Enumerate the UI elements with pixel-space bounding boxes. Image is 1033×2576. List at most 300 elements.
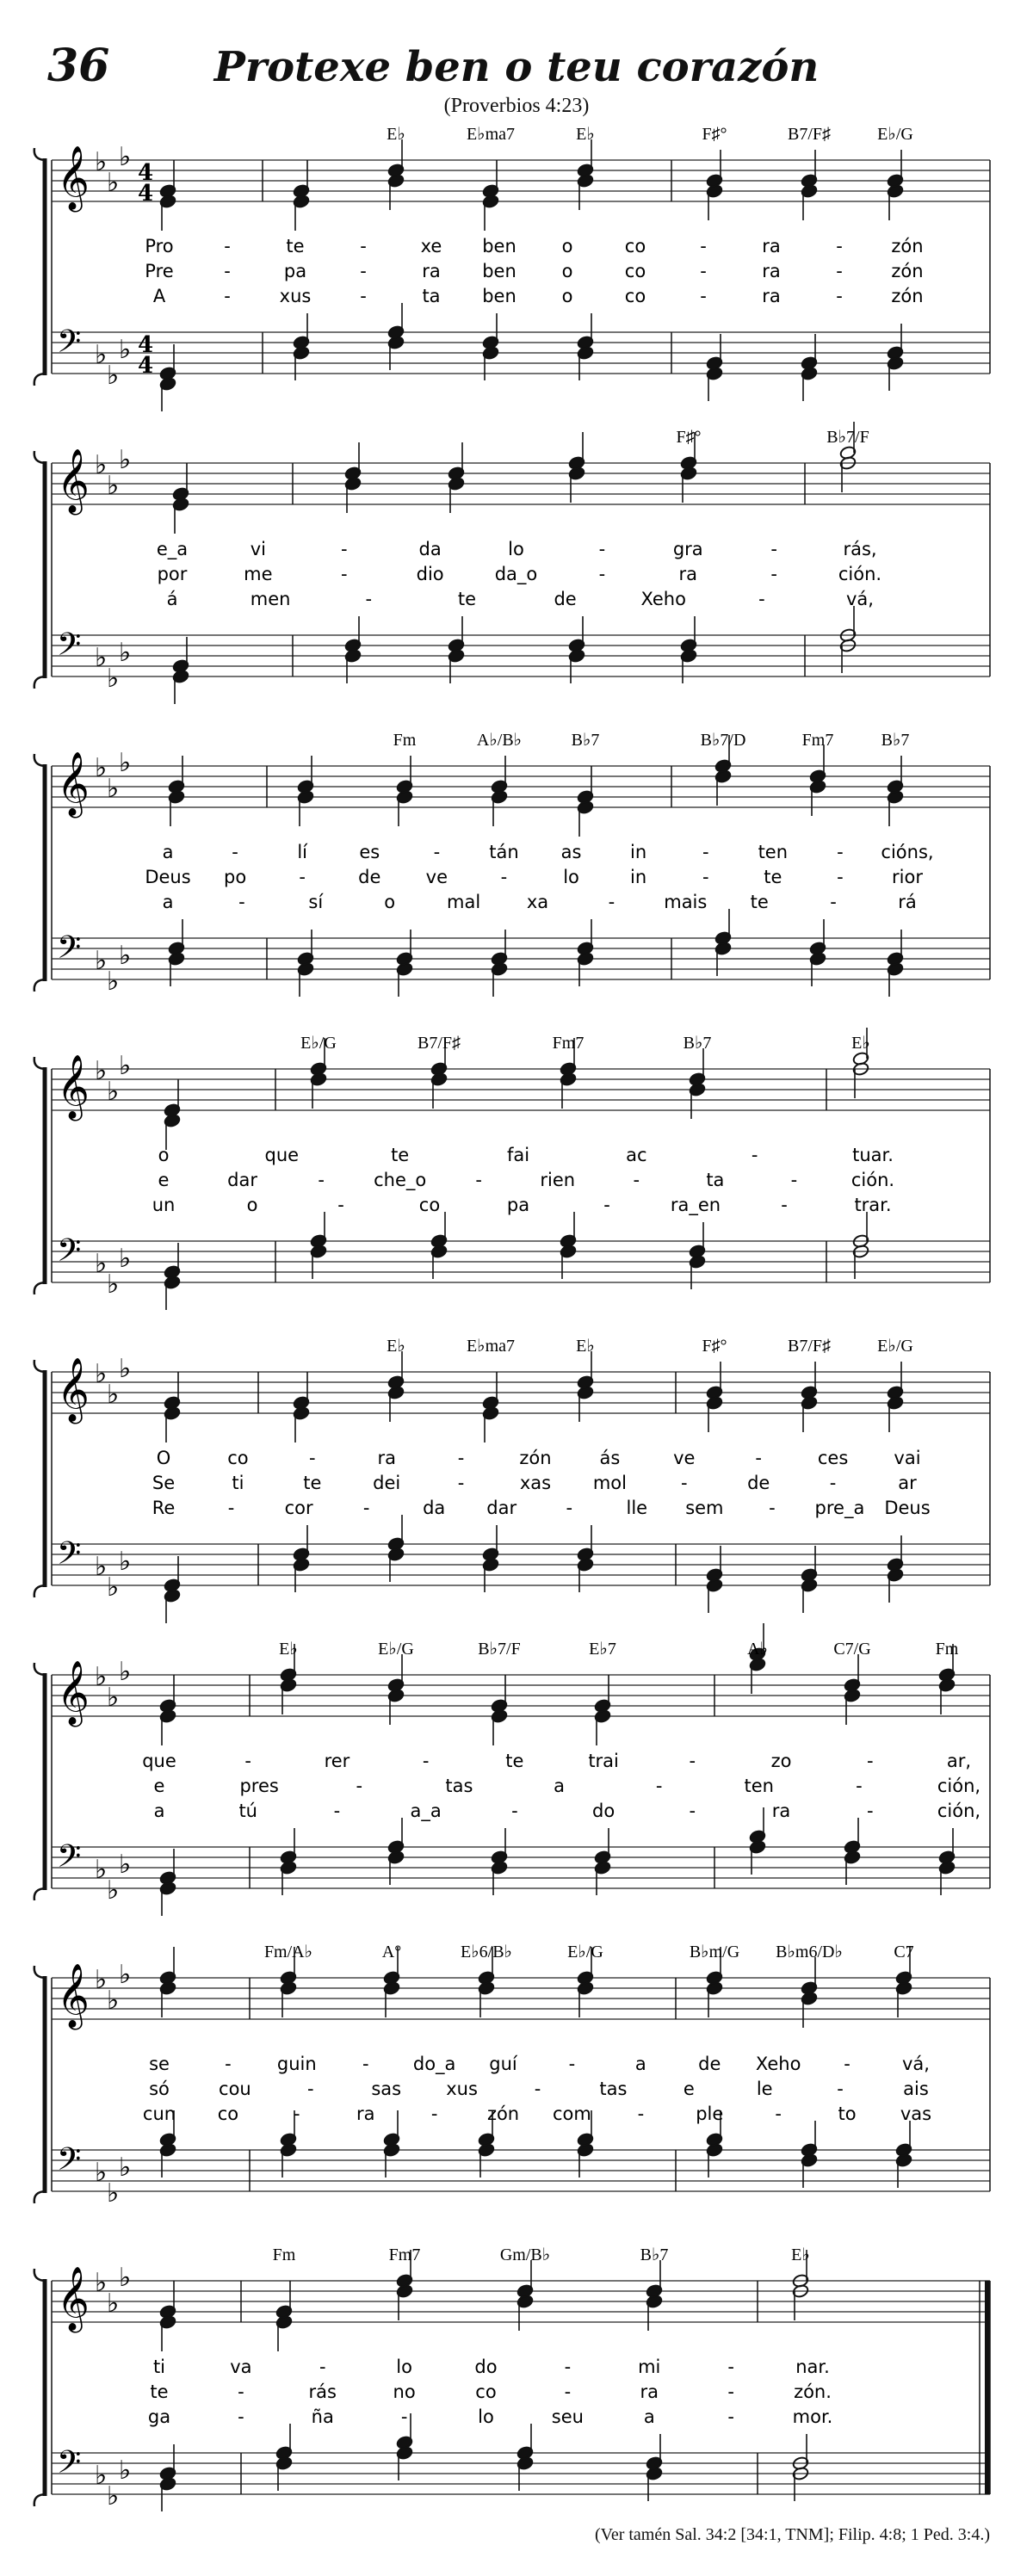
lyric-hyphen: - xyxy=(457,1473,465,1493)
lyric-syllable: mol xyxy=(592,1473,627,1493)
chord-symbol: E♭ xyxy=(279,1640,298,1659)
treble-staff xyxy=(52,1354,990,1424)
chord-symbol: E♭/G xyxy=(877,1337,913,1356)
lyric-syllable: o xyxy=(561,286,573,306)
lyric-syllable: a xyxy=(554,1776,565,1796)
lyric-hyphen: - xyxy=(700,236,707,256)
score-system xyxy=(34,125,990,411)
lyric-hyphen: - xyxy=(681,1473,688,1493)
score-system xyxy=(34,422,990,704)
flat-icon: ♭ xyxy=(95,450,108,480)
lyric-hyphen: - xyxy=(422,1751,430,1771)
lyric-syllable: to xyxy=(838,2103,857,2124)
lyric-syllable: Xeho xyxy=(755,2054,801,2074)
lyric-syllable: ra xyxy=(771,1801,791,1821)
chord-symbol: E♭7 xyxy=(589,1640,616,1659)
lyric-syllable: e xyxy=(153,1776,165,1796)
lyric-syllable: xa xyxy=(526,892,549,912)
lyric-syllable: Pre xyxy=(145,261,174,281)
lyric-syllable: ve xyxy=(673,1448,696,1468)
lyric-hyphen: - xyxy=(633,1170,640,1190)
lyric-syllable: ción, xyxy=(937,1801,981,1821)
scripture-reference: (Proverbios 4:23) xyxy=(443,95,590,117)
lyric-hyphen: - xyxy=(307,2079,314,2099)
flat-icon: ♭ xyxy=(119,2456,132,2486)
flat-icon: ♭ xyxy=(95,147,108,177)
lyric-syllable: co xyxy=(624,261,646,281)
chord-symbol: Fm7 xyxy=(801,731,834,750)
flat-icon: ♭ xyxy=(95,643,108,673)
lyric-syllable: ción. xyxy=(851,1170,895,1190)
time-signature-top: 4 xyxy=(138,332,154,358)
lyric-syllable: rer xyxy=(324,1751,350,1771)
flat-icon: ♭ xyxy=(95,1662,108,1692)
lyric-syllable: rá xyxy=(898,892,917,912)
flat-icon: ♭ xyxy=(119,335,132,365)
lyric-hyphen: - xyxy=(294,2103,300,2124)
flat-icon: ♭ xyxy=(95,2461,108,2491)
lyric-syllable: ten xyxy=(744,1776,774,1796)
flat-icon: ♭ xyxy=(107,1986,120,2016)
chord-symbol: B7/F♯ xyxy=(417,1034,461,1053)
chord-symbol: Fm xyxy=(393,731,417,750)
lyric-syllable: sem xyxy=(685,1498,724,1518)
chord-symbol: B♭7 xyxy=(571,731,600,750)
lyric-syllable: e xyxy=(683,2079,695,2099)
lyric-syllable: vas xyxy=(900,2103,932,2124)
lyric-syllable: zón xyxy=(891,236,924,256)
lyric-syllable: da xyxy=(423,1498,446,1518)
lyric-syllable: da_o xyxy=(494,564,538,584)
lyric-syllable: gra xyxy=(672,539,703,559)
lyric-hyphen: - xyxy=(603,1195,610,1215)
lyric-syllable: o xyxy=(384,892,396,912)
treble-clef-icon: 𝄞 xyxy=(57,449,90,513)
lyric-syllable: ción, xyxy=(937,1776,981,1796)
lyric-syllable: Se xyxy=(152,1473,176,1493)
lyric-syllable: a xyxy=(634,2054,646,2074)
lyric-syllable: pa xyxy=(506,1195,530,1215)
lyric-syllable: lle xyxy=(626,1498,648,1518)
flat-icon: ♭ xyxy=(119,1051,132,1081)
lyric-syllable: che_o xyxy=(374,1170,427,1190)
lyric-syllable: co xyxy=(475,2381,497,2402)
lyric-syllable: e_a xyxy=(156,539,189,559)
lyric-syllable: á xyxy=(166,589,178,609)
lyric-hyphen: - xyxy=(830,892,837,912)
chord-symbol: E♭ xyxy=(851,1034,870,1053)
lyric-hyphen: - xyxy=(309,1448,316,1468)
flat-icon: ♭ xyxy=(107,774,120,804)
lyric-hyphen: - xyxy=(534,2079,541,2099)
chord-symbol: E♭ xyxy=(387,125,405,144)
lyric-syllable: ben xyxy=(482,236,516,256)
lyric-hyphen: - xyxy=(360,286,367,306)
hymn-title: Protexe ben o teu corazón xyxy=(213,43,820,91)
lyric-syllable: men xyxy=(250,589,291,609)
treble-clef-icon: 𝄞 xyxy=(57,1358,90,1422)
lyric-syllable: A xyxy=(152,286,166,306)
lyric-syllable: in xyxy=(630,842,647,862)
lyric-hyphen: - xyxy=(655,1776,663,1796)
flat-icon: ♭ xyxy=(119,142,132,172)
lyric-hyphen: - xyxy=(337,1195,344,1215)
lyric-hyphen: - xyxy=(866,1751,874,1771)
score-system xyxy=(34,1943,990,2208)
bass-clef-icon: 𝄢 xyxy=(57,1232,82,1276)
lyric-hyphen: - xyxy=(319,2357,326,2377)
lyric-hyphen: - xyxy=(340,564,348,584)
lyric-syllable: tán xyxy=(489,842,519,862)
lyric-syllable: ces xyxy=(817,1448,849,1468)
lyric-syllable: ra xyxy=(762,286,781,306)
hymn-number: 36 xyxy=(47,40,110,92)
lyric-syllable: dio xyxy=(416,564,444,584)
lyric-syllable: no xyxy=(393,2381,416,2402)
flat-icon: ♭ xyxy=(95,1249,108,1279)
flat-icon: ♭ xyxy=(107,1380,120,1410)
chord-symbol: E♭6/B♭ xyxy=(461,1943,512,1961)
chord-symbol: E♭/G xyxy=(300,1034,337,1053)
lyric-hyphen: - xyxy=(433,842,441,862)
flat-icon: ♭ xyxy=(95,340,108,370)
lyric-hyphen: - xyxy=(700,261,707,281)
lyric-syllable: Pro xyxy=(145,236,174,256)
score-system xyxy=(34,1028,990,1310)
chord-symbol: B♭7 xyxy=(881,731,910,750)
bass-clef-icon: 𝄢 xyxy=(57,2444,82,2488)
lyric-syllable: dar xyxy=(227,1170,257,1190)
flat-icon: ♭ xyxy=(119,638,132,668)
chord-symbol: E♭ xyxy=(791,2246,810,2264)
flat-icon: ♭ xyxy=(107,2481,120,2511)
score-system xyxy=(34,2246,990,2511)
lyric-syllable: ar, xyxy=(946,1751,972,1771)
lyric-hyphen: - xyxy=(608,892,615,912)
lyric-hyphen: - xyxy=(866,1801,874,1821)
flat-icon: ♭ xyxy=(95,2158,108,2188)
lyric-hyphen: - xyxy=(299,867,306,887)
lyric-hyphen: - xyxy=(224,286,231,306)
lyric-syllable: que xyxy=(264,1145,300,1165)
lyric-hyphen: - xyxy=(689,1801,696,1821)
chord-symbol: E♭/G xyxy=(567,1943,603,1961)
flat-icon: ♭ xyxy=(119,1547,132,1577)
lyric-syllable: a xyxy=(153,1801,165,1821)
lyric-hyphen: - xyxy=(511,1801,518,1821)
lyric-hyphen: - xyxy=(318,1170,325,1190)
bass-staff xyxy=(52,2141,990,2208)
lyric-syllable: lí xyxy=(297,842,308,862)
lyric-hyphen: - xyxy=(238,2381,244,2402)
lyric-syllable: mais xyxy=(664,892,708,912)
lyric-syllable: es xyxy=(359,842,380,862)
bass-clef-icon: 𝄢 xyxy=(57,627,82,670)
lyric-syllable: ga xyxy=(147,2406,171,2427)
lyric-syllable: vá, xyxy=(902,2054,930,2074)
lyric-syllable: te xyxy=(505,1751,524,1771)
chord-symbol: B♭7 xyxy=(683,1034,712,1053)
flat-icon: ♭ xyxy=(107,1683,120,1713)
lyric-hyphen: - xyxy=(400,2406,408,2427)
lyric-syllable: de xyxy=(747,1473,770,1493)
lyric-syllable: vai xyxy=(894,1448,921,1468)
lyric-syllable: dei xyxy=(373,1473,401,1493)
lyric-syllable: Xeho xyxy=(640,589,686,609)
lyric-syllable: de xyxy=(698,2054,721,2074)
chord-symbol: A♭/B♭ xyxy=(476,731,523,750)
chord-symbol: F♯° xyxy=(676,428,702,447)
lyric-syllable: in xyxy=(630,867,647,887)
chord-symbol: F♯° xyxy=(702,1337,727,1356)
flat-icon: ♭ xyxy=(95,1056,108,1086)
lyric-syllable: se xyxy=(149,2054,170,2074)
lyric-syllable: seu xyxy=(551,2406,584,2427)
lyric-syllable: ten xyxy=(758,842,789,862)
lyric-syllable: trar. xyxy=(854,1195,892,1215)
treble-clef-icon: 𝄞 xyxy=(57,1964,90,2028)
lyric-hyphen: - xyxy=(475,1170,483,1190)
bass-staff xyxy=(52,1232,990,1300)
score-system xyxy=(34,731,990,997)
lyric-syllable: Deus xyxy=(884,1498,931,1518)
lyric-syllable: te xyxy=(150,2381,169,2402)
lyric-hyphen: - xyxy=(836,261,843,281)
lyric-syllable: un xyxy=(152,1195,176,1215)
lyric-syllable: mal xyxy=(447,892,481,912)
lyric-syllable: nar. xyxy=(795,2357,830,2377)
lyric-syllable: ción. xyxy=(838,564,882,584)
lyric-syllable: tuar. xyxy=(852,1145,894,1165)
lyric-syllable: le xyxy=(756,2079,773,2099)
lyric-syllable: da xyxy=(418,539,442,559)
bass-staff xyxy=(52,627,990,694)
bass-clef-icon: 𝄢 xyxy=(57,324,82,368)
lyric-syllable: ta xyxy=(706,1170,725,1190)
score-system xyxy=(34,1337,990,1623)
lyric-hyphen: - xyxy=(758,589,765,609)
lyric-hyphen: - xyxy=(340,539,348,559)
lyric-syllable: ra xyxy=(640,2381,659,2402)
time-signature-top: 4 xyxy=(138,160,154,186)
lyric-hyphen: - xyxy=(727,2406,734,2427)
lyric-hyphen: - xyxy=(430,2103,438,2124)
chord-symbol: E♭/G xyxy=(877,125,913,144)
lyric-hyphen: - xyxy=(702,867,709,887)
chord-symbol: C7 xyxy=(894,1943,914,1961)
lyric-hyphen: - xyxy=(702,842,709,862)
lyric-syllable: ben xyxy=(482,261,516,281)
lyric-hyphen: - xyxy=(727,2381,734,2402)
lyric-syllable: de xyxy=(358,867,381,887)
lyric-hyphen: - xyxy=(457,1448,465,1468)
lyric-syllable: fai xyxy=(506,1145,530,1165)
lyric-syllable: que xyxy=(142,1751,176,1771)
lyric-syllable: ac xyxy=(626,1145,647,1165)
flat-icon: ♭ xyxy=(119,941,132,971)
lyric-syllable: a xyxy=(162,842,174,862)
lyric-syllable: zón xyxy=(891,261,924,281)
lyric-syllable: rás, xyxy=(843,539,877,559)
lyric-hyphen: - xyxy=(837,867,844,887)
chord-symbol: B♭m6/D♭ xyxy=(776,1943,843,1961)
bass-clef-icon: 𝄢 xyxy=(57,2141,82,2185)
lyric-syllable: ar xyxy=(898,1473,917,1493)
lyric-syllable: va xyxy=(230,2357,252,2377)
treble-staff xyxy=(52,748,990,819)
lyric-hyphen: - xyxy=(238,892,245,912)
lyric-syllable: ra xyxy=(377,1448,396,1468)
flat-icon: ♭ xyxy=(119,1850,132,1880)
lyric-hyphen: - xyxy=(637,2103,645,2124)
lyric-syllable: só xyxy=(149,2079,170,2099)
bass-staff xyxy=(52,324,990,391)
lyric-syllable: pa xyxy=(283,261,307,281)
lyric-hyphen: - xyxy=(755,1448,762,1468)
lyric-syllable: lo xyxy=(563,867,579,887)
lyric-syllable: ciόns, xyxy=(881,842,934,862)
chord-symbol: E♭ xyxy=(576,125,595,144)
lyric-hyphen: - xyxy=(564,2357,572,2377)
lyric-hyphen: - xyxy=(224,236,231,256)
lyric-syllable: xus xyxy=(446,2079,478,2099)
flat-icon: ♭ xyxy=(119,1960,132,1990)
flat-icon: ♭ xyxy=(107,1572,120,1603)
lyric-syllable: cor xyxy=(284,1498,313,1518)
final-barline xyxy=(985,2281,990,2494)
lyric-syllable: xe xyxy=(420,236,442,256)
chord-symbol: Fm xyxy=(935,1640,959,1659)
lyric-syllable: co xyxy=(624,236,646,256)
lyric-syllable: pres xyxy=(239,1776,279,1796)
treble-staff xyxy=(52,445,990,516)
lyric-syllable: vá, xyxy=(846,589,874,609)
treble-clef-icon: 𝄞 xyxy=(57,1055,90,1119)
bass-staff xyxy=(52,1535,990,1603)
time-signature-bottom: 4 xyxy=(138,353,154,379)
flat-icon: ♭ xyxy=(95,1855,108,1885)
lyric-syllable: co xyxy=(418,1195,441,1215)
lyric-syllable: a xyxy=(643,2406,655,2427)
lyric-syllable: ta xyxy=(422,286,441,306)
flat-icon: ♭ xyxy=(95,2268,108,2298)
chord-symbol: A° xyxy=(381,1943,402,1961)
chord-symbol: B♭7/F xyxy=(826,428,869,447)
flat-icon: ♭ xyxy=(107,361,120,391)
lyric-hyphen: - xyxy=(751,1145,758,1165)
lyric-syllable: ra xyxy=(762,261,781,281)
lyric-syllable: mor. xyxy=(792,2406,833,2427)
bass-clef-icon: 𝄢 xyxy=(57,1838,82,1882)
lyric-syllable: xas xyxy=(519,1473,552,1493)
bass-staff xyxy=(52,930,990,997)
lyric-syllable: do_a xyxy=(412,2054,456,2074)
lyric-syllable: ais xyxy=(903,2079,929,2099)
lyric-hyphen: - xyxy=(775,2103,782,2124)
lyric-syllable: rior xyxy=(892,867,923,887)
lyric-syllable: cou xyxy=(219,2079,251,2099)
flat-icon: ♭ xyxy=(95,1965,108,1995)
treble-clef-icon: 𝄞 xyxy=(57,146,90,210)
lyric-syllable: as xyxy=(560,842,582,862)
flat-icon: ♭ xyxy=(119,1244,132,1274)
chord-symbol: B♭7 xyxy=(640,2246,669,2264)
lyric-hyphen: - xyxy=(362,2054,369,2074)
lyric-syllable: lo xyxy=(478,2406,494,2427)
flat-icon: ♭ xyxy=(95,1552,108,1582)
lyric-hyphen: - xyxy=(333,1801,341,1821)
lyric-syllable: lo xyxy=(508,539,524,559)
chord-symbol: B7/F♯ xyxy=(787,125,832,144)
lyric-syllable: ple xyxy=(696,2103,724,2124)
lyric-hyphen: - xyxy=(770,539,777,559)
lyric-syllable: te xyxy=(303,1473,322,1493)
lyric-syllable: rien xyxy=(540,1170,576,1190)
lyric-syllable: zón. xyxy=(794,2381,832,2402)
chord-symbol: B♭m/G xyxy=(689,1943,740,1961)
lyric-syllable: ra xyxy=(762,236,781,256)
lyric-hyphen: - xyxy=(598,564,606,584)
lyric-syllable: guí xyxy=(489,2054,517,2074)
treble-clef-icon: 𝄞 xyxy=(57,752,90,816)
flat-icon: ♭ xyxy=(95,946,108,976)
lyric-syllable: po xyxy=(223,867,247,887)
flat-icon: ♭ xyxy=(119,2153,132,2183)
lyric-syllable: ti xyxy=(152,2357,166,2377)
lyric-syllable: xus xyxy=(279,286,312,306)
flat-icon: ♭ xyxy=(95,753,108,783)
lyric-syllable: de xyxy=(554,589,577,609)
flat-icon: ♭ xyxy=(119,445,132,475)
lyric-syllable: o xyxy=(246,1195,258,1215)
lyric-syllable: zón xyxy=(891,286,924,306)
lyric-syllable: pre_a xyxy=(814,1498,865,1518)
lyric-syllable: e xyxy=(158,1170,170,1190)
lyric-hyphen: - xyxy=(360,261,367,281)
chord-symbol: E♭ma7 xyxy=(466,1337,516,1356)
treble-staff xyxy=(52,142,990,213)
lyric-hyphen: - xyxy=(238,2406,244,2427)
lyric-syllable: mi xyxy=(638,2357,661,2377)
lyric-hyphen: - xyxy=(500,867,508,887)
bass-clef-icon: 𝄢 xyxy=(57,1535,82,1579)
chord-symbol: E♭ma7 xyxy=(466,125,516,144)
treble-staff xyxy=(52,1051,990,1121)
lyric-hyphen: - xyxy=(844,2054,851,2074)
lyric-hyphen: - xyxy=(689,1751,696,1771)
chord-symbol: E♭/G xyxy=(378,1640,414,1659)
bass-clef-icon: 𝄢 xyxy=(57,930,82,973)
flat-icon: ♭ xyxy=(107,1875,120,1906)
treble-clef-icon: 𝄞 xyxy=(57,2267,90,2331)
lyric-hyphen: - xyxy=(781,1195,788,1215)
lyric-syllable: te xyxy=(750,892,769,912)
lyric-hyphen: - xyxy=(836,286,843,306)
chord-symbol: Fm/A♭ xyxy=(263,1943,313,1961)
lyric-syllable: zón xyxy=(486,2103,520,2124)
flat-icon: ♭ xyxy=(119,1354,132,1384)
lyric-syllable: tú xyxy=(238,1801,257,1821)
lyric-syllable: ña xyxy=(311,2406,334,2427)
chord-symbol: B7/F♯ xyxy=(787,1337,832,1356)
lyric-syllable: te xyxy=(457,589,477,609)
score-system xyxy=(34,1623,990,1916)
lyric-syllable: o xyxy=(158,1145,170,1165)
lyric-syllable: ve xyxy=(425,867,448,887)
lyric-syllable: ra xyxy=(678,564,698,584)
lyric-syllable: lo xyxy=(396,2357,412,2377)
lyric-syllable: a xyxy=(162,892,174,912)
